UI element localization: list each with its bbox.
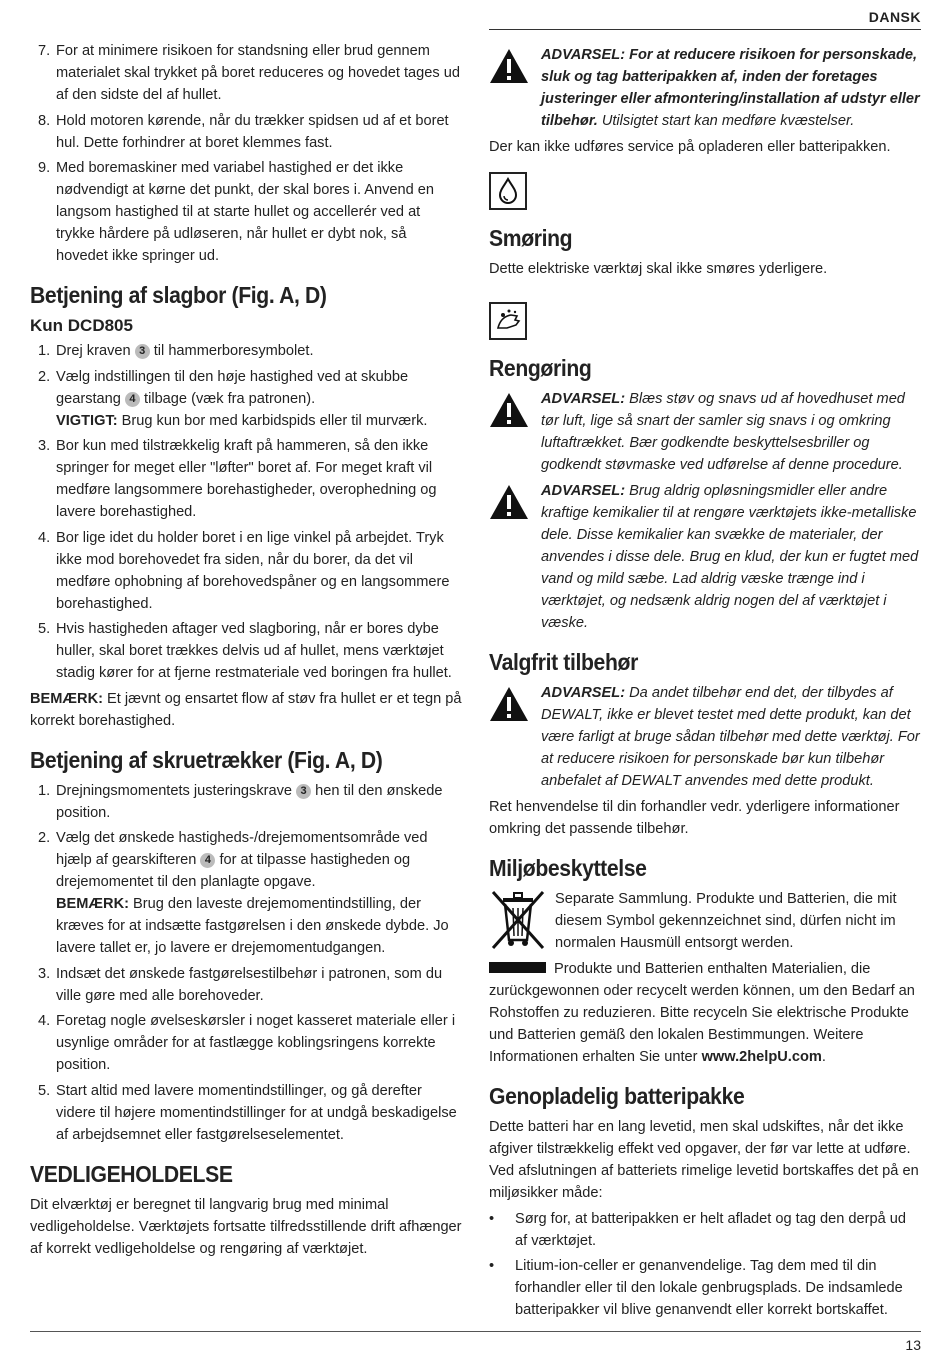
hammer-note: BEMÆRK: Et jævnt og ensartet flow af støv fra hullet er et tegn på korrekt borehastighed. (30, 690, 462, 729)
cleaning-hand-icon (489, 302, 527, 340)
lubrication-heading: Smøring (489, 225, 573, 251)
warning-triangle-icon (489, 480, 541, 634)
list-item: 9. Med boremaskiner med variabel hastighed er det ikke nødvendigt at kørne det punkt, der skal bores i. Anvend en langsom hastighed til at starte hullet og accellerér ved at trykke hårdere på udløseren, når hullet er dybt nok, så hovedet ikke springer ud. (38, 160, 435, 264)
list-item: 3. Bor kun med tilstrækkelig kraft på hammeren, så den ikke springer for meget eller "løfter" boret af. For meget kraft vil medføre langsommere borehastigheder, overophedning og lavere borehastighed. (38, 438, 437, 520)
left-column (30, 40, 462, 1264)
accessories-heading: Valgfrit tilbehør (489, 649, 638, 675)
warning-triangle-icon (489, 682, 541, 792)
list-item: • Sørg for, at batteripakken er helt afladet og tag den derpå ud af værktøjet. (489, 1211, 907, 1249)
battery-bullets (489, 1208, 921, 1321)
list-item: 5. Start altid med lavere momentindstillinger, og gå derefter videre til højere momentindstillinger for at undgå beskadigelse af arbejdsemnet eller fastgørelseselementet. (38, 1082, 457, 1143)
header-rule (489, 29, 921, 30)
list-item: 8. Hold motoren kørende, når du trækker spidsen ud af et boret hul. Dette forhindrer at boret klemmes fast. (38, 112, 449, 151)
battery-text: Dette batteri har en lang levetid, men skal udskiftes, når det ikke afgiver tilstrækkelig effekt ved opgaver, der før var lette at udføre. Ved afslutningen af batteriets rimelige levetid bortskaffes det på en miljøsikker måde: (489, 1119, 919, 1201)
oil-drop-icon (489, 172, 527, 210)
callout-number: 3 (135, 344, 150, 359)
warning-triangle-icon (489, 44, 541, 132)
screw-steps (30, 780, 462, 1146)
warning-block: ADVARSEL: Brug aldrig opløsningsmidler eller andre kraftige kemikalier til at rengøre værktøjets ikke-metalliske dele. Disse kemikalier kan svække de materialer, der anvendes i disse dele. Brug en klud, der kun er fugtet med vand og mild sæbe. Lad aldrig væske trænge ind i værktøjet, og nedsænk aldrig nogen del af værktøjet i væske. (489, 480, 921, 634)
language-label: DANSK (868, 9, 921, 25)
hammer-steps (30, 340, 462, 684)
list-item: 2. Vælg det ønskede hastigheds-/drejemomentsområde ved hjælp af gearskifteren 4 for at tilpasse hastigheden og drejemomentet til den planlagte opgave. BEMÆRK: Brug den laveste drejemomentindstilling, der kræves for at indsætte fastgørelsen i den ønskede dybde. Jo lavere tallet er, jo lavere er drejemomentudgangen. (38, 830, 449, 956)
screw-heading: Betjening af skruetrækker (Fig. A, D) (30, 746, 383, 773)
cleaning-heading: Rengøring (489, 355, 592, 381)
callout-number: 4 (125, 392, 140, 407)
page-number: 13 (905, 1337, 921, 1353)
service-note: Der kan ikke udføres service på opladeren eller batteripakken. (489, 139, 891, 155)
environment-block (489, 888, 921, 958)
list-item: 4. Foretag nogle øvelseskørsler i noget kasseret materiale eller i usynlige områder for at fastlægge koblingsringens korrekte position. (38, 1013, 456, 1073)
warning-block: ADVARSEL: For at reducere risikoen for personskade, sluk og tag batteripakken af, inden der foretages justeringer eller afmontering/installation af udstyr eller tilbehør. Utilsigtet start kan medføre kvæstelser. (489, 44, 921, 132)
hammer-subheading: Kun DCD805 (30, 316, 133, 335)
list-item: 4. Bor lige idet du holder boret i en lige vinkel på arbejdet. Tryk ikke mod borehovedet fra siden, når du borer, da det vil medføre ophobning af borehovedspåner og en langsommere borehastighed. (38, 529, 450, 612)
list-item: • Litium-ion-celler er genanvendelige. Tag dem med til din forhandler eller til den lokale genbrugsplads. De indsamlede batteripakker vil blive genanvendt eller korrekt bortskaffet. (489, 1258, 903, 1318)
environment-heading: Miljøbeskyttelse (489, 855, 647, 881)
battery-heading: Genopladelig batteripakke (489, 1083, 745, 1109)
warning-triangle-icon (489, 388, 541, 476)
callout-number: 3 (296, 784, 311, 799)
footer-rule (30, 1331, 921, 1332)
accessories-text: Ret henvendelse til din forhandler vedr. yderligere informationer omkring det passende tilbehør. (489, 799, 900, 837)
hammer-heading: Betjening af slagbor (Fig. A, D) (30, 282, 327, 308)
crossed-bin-icon (489, 888, 555, 958)
environment-text-2: Produkte und Batterien enthalten Materialien, die zurückgewonnen oder recycelt werden können, um den Bedarf an Rohstoffen zu reduzieren. Bitte recyceln Sie elektrische Produkte und Batterien gemäß den lokalen Bestimmungen. Weitere Informationen erhalten Sie unter www.2helpU.com. (489, 961, 915, 1065)
warning-block: ADVARSEL: Blæs støv og snavs ud af hovedhuset med tør luft, lige så snart der samler sig snavs i og omkring luftaftrækket. Bær godkendte beskyttelsesbriller og godkendt støvmaske ved udførelse af denne procedure. (489, 388, 921, 476)
maintenance-heading: VEDLIGEHOLDELSE (30, 1160, 233, 1187)
help-link[interactable]: www.2helpU.com (701, 1049, 822, 1065)
maintenance-text: Dit elværktøj er beregnet til langvarig brug med minimal vedligeholdelse. Værktøjets fortsatte tilfredsstillende drift afhænger af korrekt vedligeholdelse og rengøring af værktøjet. (30, 1196, 462, 1257)
list-item: 1. Drejningsmomentets justeringskrave 3 hen til den ønskede position. (38, 782, 443, 821)
callout-number: 4 (200, 853, 215, 868)
intro-steps (30, 40, 462, 267)
important-label: VIGTIGT: (56, 412, 118, 429)
list-item: 3. Indsæt det ønskede fastgørelsestilbehør i patronen, som du ville gøre med alle borehoveder. (38, 965, 443, 1004)
environment-text-1: Separate Sammlung. Produkte und Batterien, die mit diesem Symbol gekennzeichnet sind, dürfen nicht im normalen Hausmüll entsorgt werden. (555, 891, 897, 951)
warning-block: ADVARSEL: Da andet tilbehør end det, der tilbydes af DEWALT, ikke er blevet testet med dette produkt, kan det være farligt at bruge sådan tilbehør med dette værktøj. For at reducere risikoen for personskade bør kun tilbehør anbefalet af DEWALT anvendes med dette produkt. (489, 682, 921, 792)
right-column (489, 40, 921, 1324)
list-item: 5. Hvis hastigheden aftager ved slagboring, når er bores dybe huller, skal boret trækkes delvis ud af hullet, mens værktøjet stadig kører for at fjerne restmateriale ved boringen fra hullet. (38, 621, 452, 681)
list-item: 7. For at minimere risikoen for standsning eller brud gennem materialet skal trykket på boret reduceres og hovedet tages ud af den sidste del af hullet. (38, 43, 460, 103)
list-item: 1. Drej kraven 3 til hammerboresymbolet. (38, 343, 314, 359)
list-item: 2. Vælg indstillingen til den høje hastighed ved at skubbe gearstang 4 tilbage (væk fra patronen). VIGTIGT: Brug kun bor med karbidspids eller til murværk. (38, 368, 428, 429)
separate-collection-bar (489, 962, 546, 973)
lubrication-text: Dette elektriske værktøj skal ikke smøres yderligere. (489, 261, 828, 277)
